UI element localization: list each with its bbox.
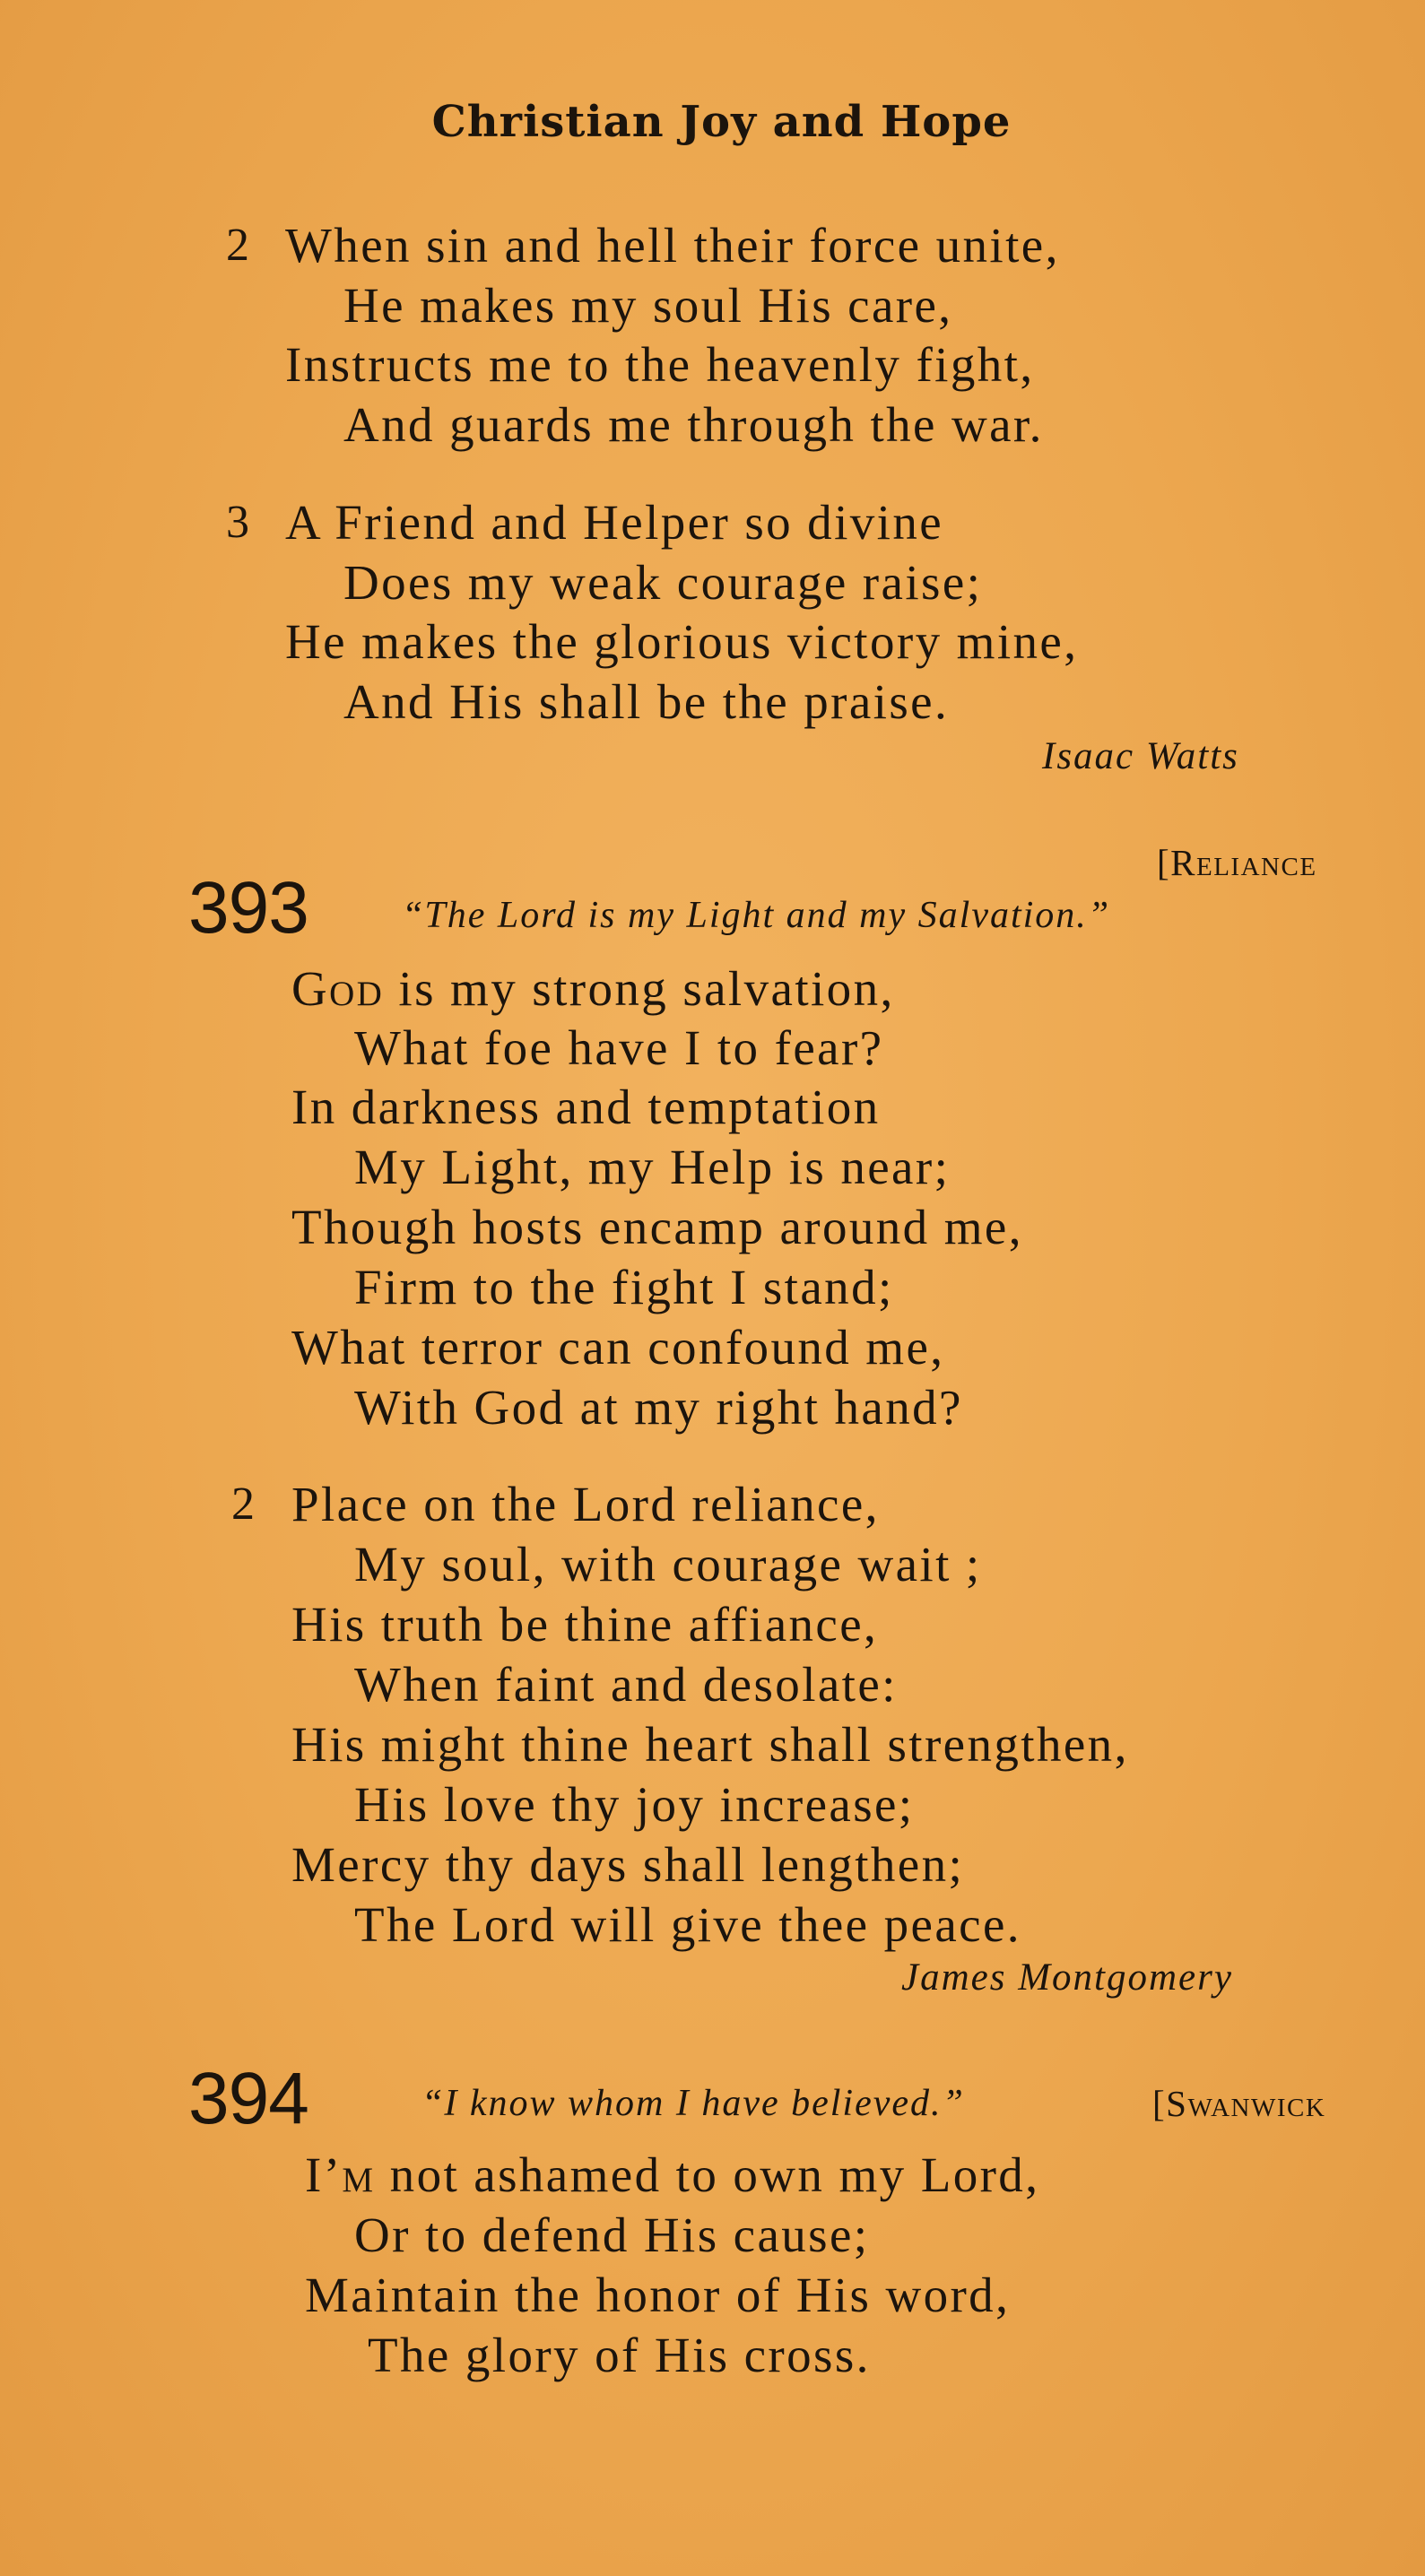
verse-line: He makes the glorious victory mine, — [285, 614, 1079, 669]
verse-line: And guards me through the war. — [343, 397, 1044, 452]
verse-line: What terror can confound me, — [291, 1320, 945, 1375]
verse-line: He makes my soul His care, — [343, 278, 953, 333]
hymn-motto: “I know whom I have believed.” — [421, 2083, 965, 2124]
verse-number: 2 — [226, 220, 249, 271]
verse-line — [291, 961, 895, 1016]
verse-line: My Light, my Help is near; — [354, 1140, 951, 1194]
first-word: I’m — [305, 2147, 376, 2202]
verse-number: 2 — [231, 1479, 255, 1530]
verse-line: And His shall be the praise. — [343, 674, 950, 729]
hymn-number: 394 — [188, 2058, 308, 2139]
verse-line: Firm to the fight I stand; — [354, 1260, 894, 1314]
verse-line: His truth be thine affiance, — [291, 1597, 879, 1652]
first-word: God — [291, 961, 385, 1016]
first-line-rest: is my strong salvation, — [384, 961, 895, 1016]
verse-line: Does my weak courage raise; — [343, 555, 983, 610]
verse-line: When faint and desolate: — [354, 1657, 898, 1712]
verse-line: Though hosts encamp around me, — [291, 1200, 1023, 1254]
verse-line: The glory of His cross. — [368, 2328, 871, 2382]
tune-name: [Swanwick — [1152, 2083, 1326, 2124]
verse-line: Or to defend His cause; — [354, 2207, 870, 2262]
verse-line: The Lord will give thee peace. — [354, 1897, 1021, 1952]
verse-line: In darkness and temptation — [291, 1080, 881, 1134]
verse-line: With God at my right hand? — [354, 1380, 963, 1435]
verse-line: When sin and hell their force unite, — [285, 218, 1060, 273]
verse-number: 3 — [226, 497, 249, 548]
running-head: Christian Joy and Hope — [431, 97, 1012, 147]
verse-line: What foe have I to fear? — [354, 1020, 884, 1075]
author: Isaac Watts — [1042, 735, 1239, 777]
verse-line: His love thy joy increase; — [354, 1777, 915, 1832]
hymn-motto: “The Lord is my Light and my Salvation.” — [402, 895, 1111, 936]
verse-line — [305, 2147, 1040, 2202]
verse-line: Place on the Lord reliance, — [291, 1477, 880, 1531]
tune-name: [Reliance — [1157, 842, 1317, 883]
verse-line: His might thine heart shall strengthen, — [291, 1717, 1129, 1772]
verse-line: Maintain the honor of His word, — [305, 2268, 1011, 2322]
verse-line: Mercy thy days shall lengthen; — [291, 1837, 965, 1892]
verse-line: Instructs me to the heavenly fight, — [285, 337, 1035, 392]
verse-line: My soul, with courage wait ; — [354, 1537, 982, 1592]
first-line-rest: not ashamed to own my Lord, — [375, 2147, 1040, 2202]
verse-line: A Friend and Helper so divine — [285, 495, 944, 550]
author: James Montgomery — [901, 1956, 1233, 1999]
hymn-number: 393 — [188, 867, 308, 949]
